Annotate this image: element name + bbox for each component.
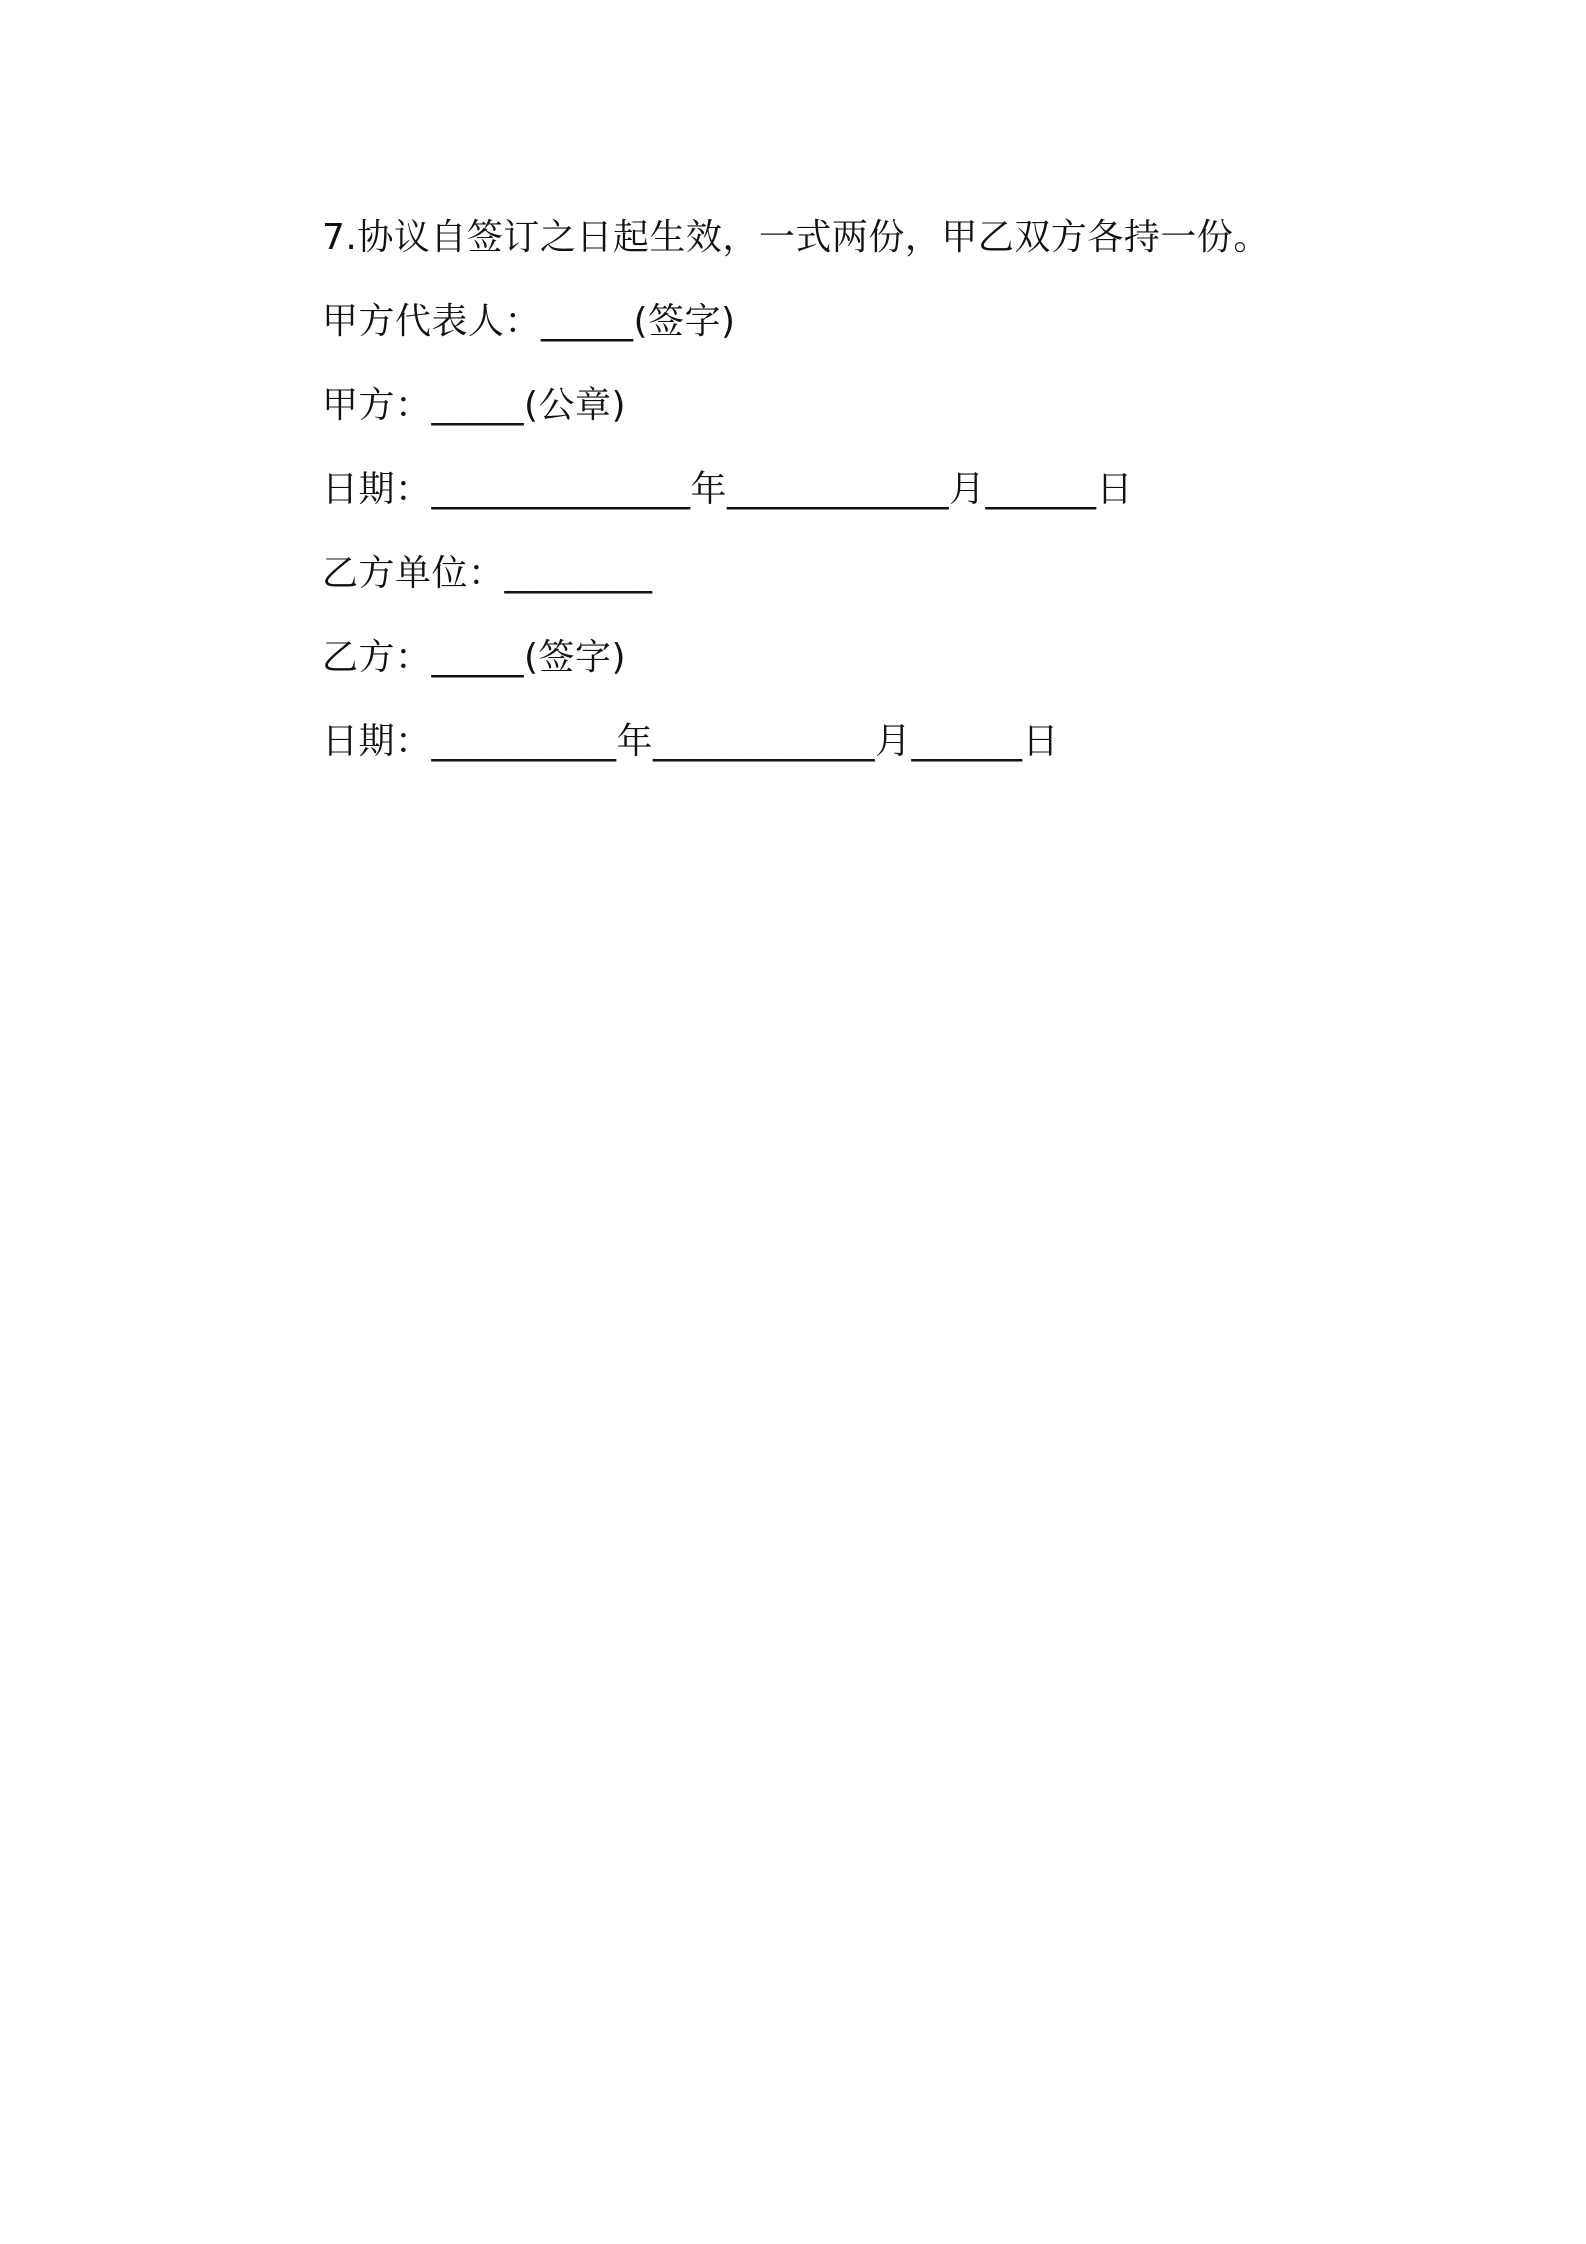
party-b-date: 日期：__________年____________月______日: [322, 721, 1060, 762]
document-body: [322, 196, 1422, 784]
party-b-signature: 乙方：_____(签字): [322, 637, 627, 678]
party-a-seal: 甲方：_____(公章): [322, 385, 627, 426]
party-a-representative-signature: 甲方代表人：_____(签字): [322, 301, 736, 342]
clause-7-effective: 7.协议自签订之日起生效，一式两份，甲乙双方各持一份。: [322, 217, 1270, 258]
party-a-date: 日期：______________年____________月______日: [322, 469, 1134, 510]
party-b-unit: 乙方单位：________: [322, 553, 653, 594]
